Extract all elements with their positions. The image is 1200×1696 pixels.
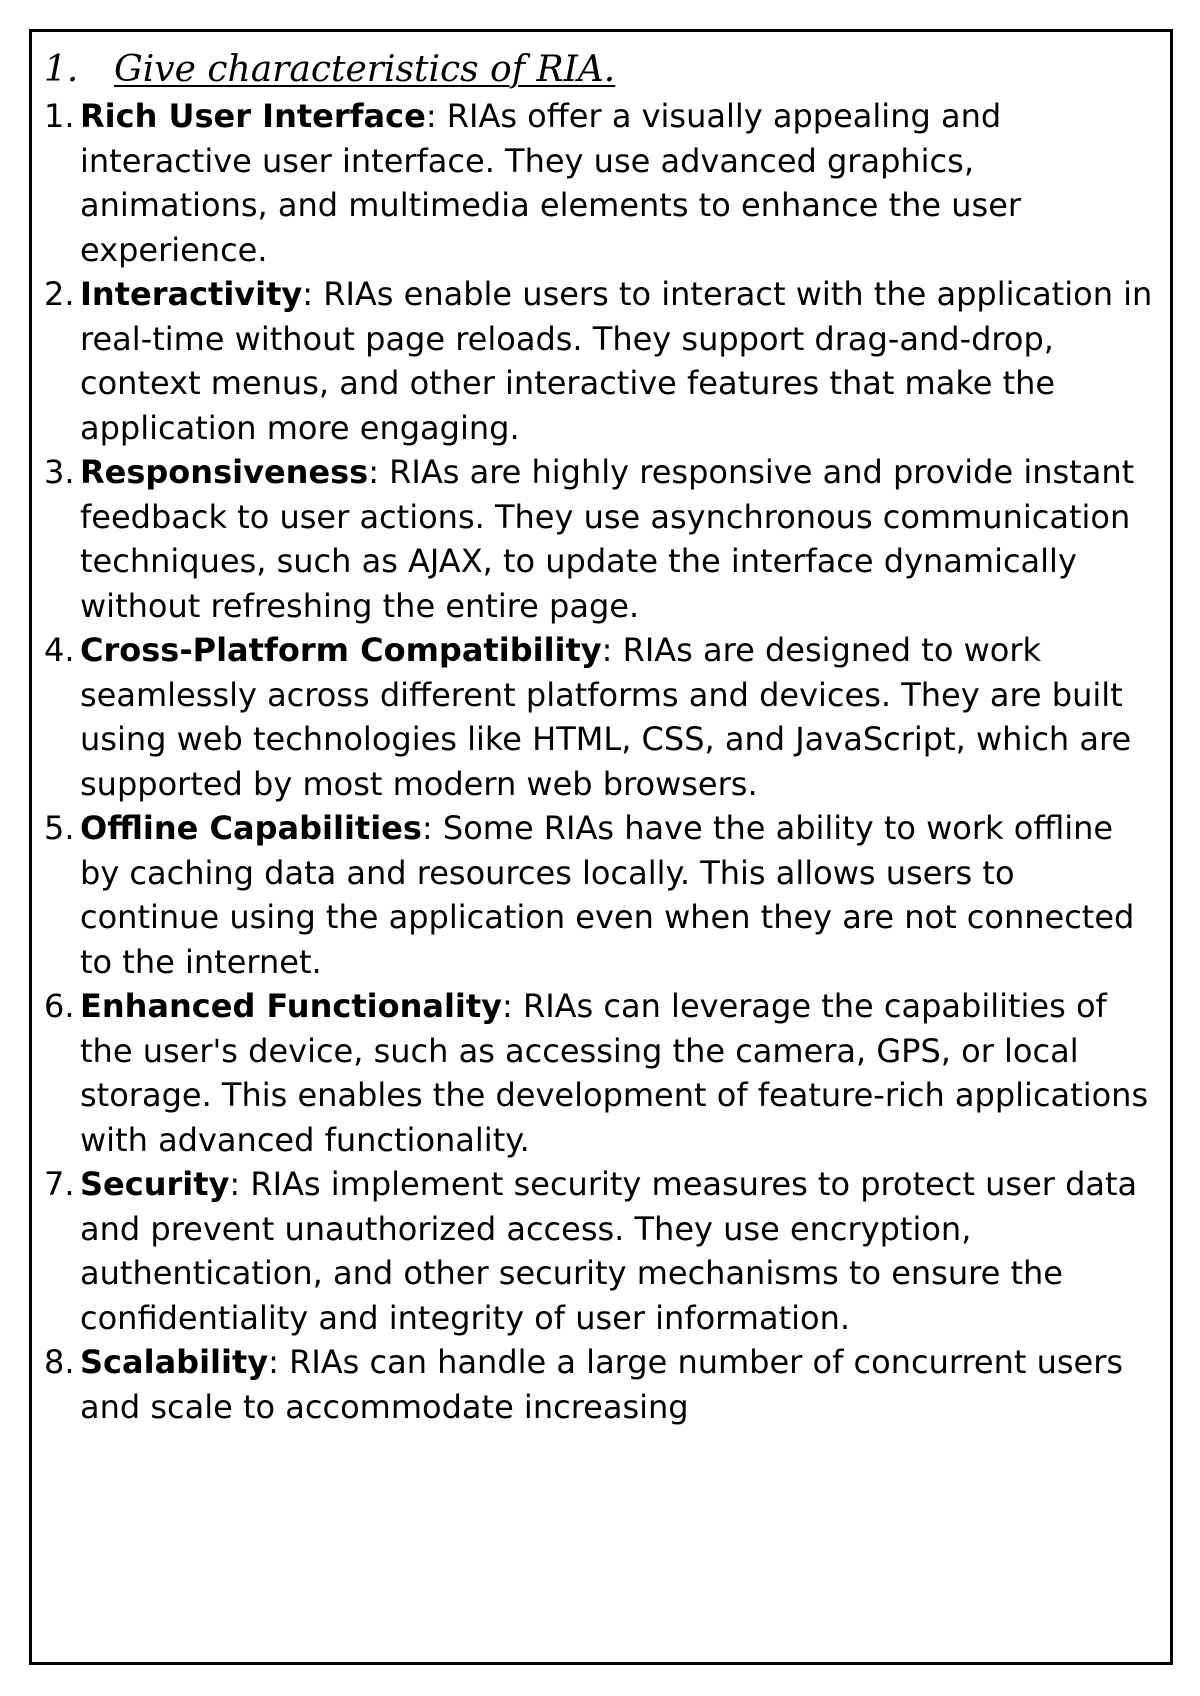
item-text [80,450,1164,628]
question-text: Give characteristics of RIA. [114,49,616,90]
item-text [80,1340,1164,1429]
characteristics-list [44,94,1164,1429]
list-item [44,272,1164,450]
document-content [44,46,1164,1429]
list-item [44,984,1164,1162]
item-term: Scalability [80,1343,269,1381]
item-number: 3. [44,453,75,491]
question-heading [44,46,1164,94]
list-item [44,806,1164,984]
item-term: Responsiveness [80,453,369,491]
list-item [44,1340,1164,1429]
item-term: Cross-Platform Compatibility [80,631,602,669]
item-text [80,94,1164,272]
item-description: : RIAs implement security measures to protect user data and prevent unauthorized access. They use encryption, authentication, and other security mechanisms to ensure the confidentiality and integrity of user information. [80,1165,1138,1337]
item-term: Offline Capabilities [80,809,422,847]
item-text [80,806,1164,984]
item-term: Security [80,1165,230,1203]
item-description: : RIAs are designed to work seamlessly across different platforms and devices. They are built using web technologies like HTML, CSS, and JavaScript, which are supported by most modern web browsers. [80,631,1132,803]
item-term: Interactivity [80,275,303,313]
item-number: 4. [44,631,75,669]
item-number: 2. [44,275,75,313]
item-number: 5. [44,809,75,847]
list-item [44,1162,1164,1340]
item-text [80,628,1164,806]
item-description: : RIAs offer a visually appealing and interactive user interface. They use advanced graphics, animations, and multimedia elements to enhance the user experience. [80,97,1022,269]
item-number: 6. [44,987,75,1025]
item-text [80,984,1164,1162]
item-number: 8. [44,1343,75,1381]
list-item [44,628,1164,806]
item-text [80,272,1164,450]
item-description: : RIAs can leverage the capabilities of the user's device, such as accessing the camera, GPS, or local storage. This enables the development of feature-rich applications with advanced functionality. [80,987,1149,1159]
item-description: : RIAs can handle a large number of concurrent users and scale to accommodate increasing [80,1343,1124,1426]
list-item [44,450,1164,628]
item-description: : RIAs enable users to interact with the application in real-time without page reloads. They support drag-and-drop, context menus, and other interactive features that make the application more engaging. [80,275,1153,447]
item-text [80,1162,1164,1340]
item-number: 1. [44,97,75,135]
item-description: : RIAs are highly responsive and provide instant feedback to user actions. They use asynchronous communication techniques, such as AJAX, to update the interface dynamically without refreshing the entire page. [80,453,1135,625]
question-number: 1. [44,49,79,90]
item-description: : Some RIAs have the ability to work offline by caching data and resources locally. This allows users to continue using the application even when they are not connected to the internet. [80,809,1135,981]
item-term: Enhanced Functionality [80,987,503,1025]
item-term: Rich User Interface [80,97,426,135]
item-number: 7. [44,1165,75,1203]
list-item [44,94,1164,272]
